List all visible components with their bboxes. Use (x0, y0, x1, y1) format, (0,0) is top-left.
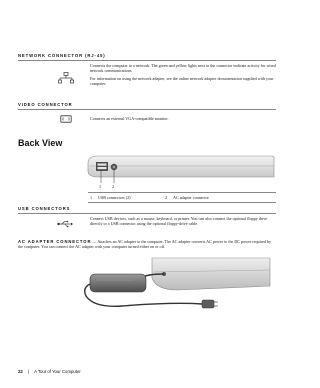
video-description: Connects an external VGA-compatible monitor. (90, 116, 169, 121)
video-connector-label: VIDEO CONNECTOR (18, 102, 73, 107)
callout-1: 1 (99, 184, 102, 189)
network-description-2: For information on using the network adapter, see the online network adapter documentation supplied with your computer. (90, 75, 274, 87)
legend-rule-top (88, 192, 276, 193)
usb-rule (18, 213, 276, 214)
usb-description: Connect USB devices, such as a mouse, keyboard, or printer. You can also connect the optional floppy drive directly to a USB connector using the optional floppy-drive cable. (90, 216, 268, 227)
legend-item-2-number: 2 (165, 195, 168, 200)
laptop-back-illustration (86, 153, 276, 185)
network-rule (18, 60, 276, 61)
ac-adapter-separator: — (92, 239, 97, 244)
usb-connectors-label: USB CONNECTORS (18, 206, 71, 211)
network-description-1: Connects the computer to a network. The green and yellow lights next to the connector indicate activity for wired network communications. (90, 63, 276, 74)
ac-adapter-description: Attaches an AC adapter to the computer. The AC adapter converts AC power to the DC power required by the computer. You can connect the AC adapter with your computer turned either on or off. (18, 239, 272, 250)
ac-adapter-illustration (82, 256, 272, 320)
callout-2: 2 (112, 184, 115, 189)
usb-icon (57, 220, 73, 228)
network-connector-label-suffix: (RJ-45) (85, 53, 106, 58)
ac-adapter-label: AC ADAPTER CONNECTOR (18, 239, 92, 244)
page-footer (18, 369, 81, 374)
footer-separator: | (27, 369, 30, 374)
legend-item-2-text: AC adapter connector (173, 195, 209, 200)
monitor-icon (60, 115, 72, 123)
network-description (90, 63, 276, 87)
legend-rule-bottom (88, 202, 276, 203)
footer-title: A Tour of Your Computer (34, 369, 81, 374)
video-rule (18, 109, 276, 110)
back-view-heading: Back View (18, 138, 63, 148)
wall-plug (202, 300, 214, 308)
power-brick (90, 274, 146, 292)
legend-item-1-text: USB connectors (2) (98, 195, 131, 200)
network-connector-label (18, 53, 106, 58)
usb-port-group (96, 162, 108, 171)
legend-item-1-number: 1 (90, 195, 93, 200)
network-icon (58, 72, 74, 84)
page-number: 22 (18, 369, 23, 374)
ac-adapter-paragraph (18, 239, 276, 250)
network-connector-label-text: NETWORK CONNECTOR (18, 53, 84, 58)
